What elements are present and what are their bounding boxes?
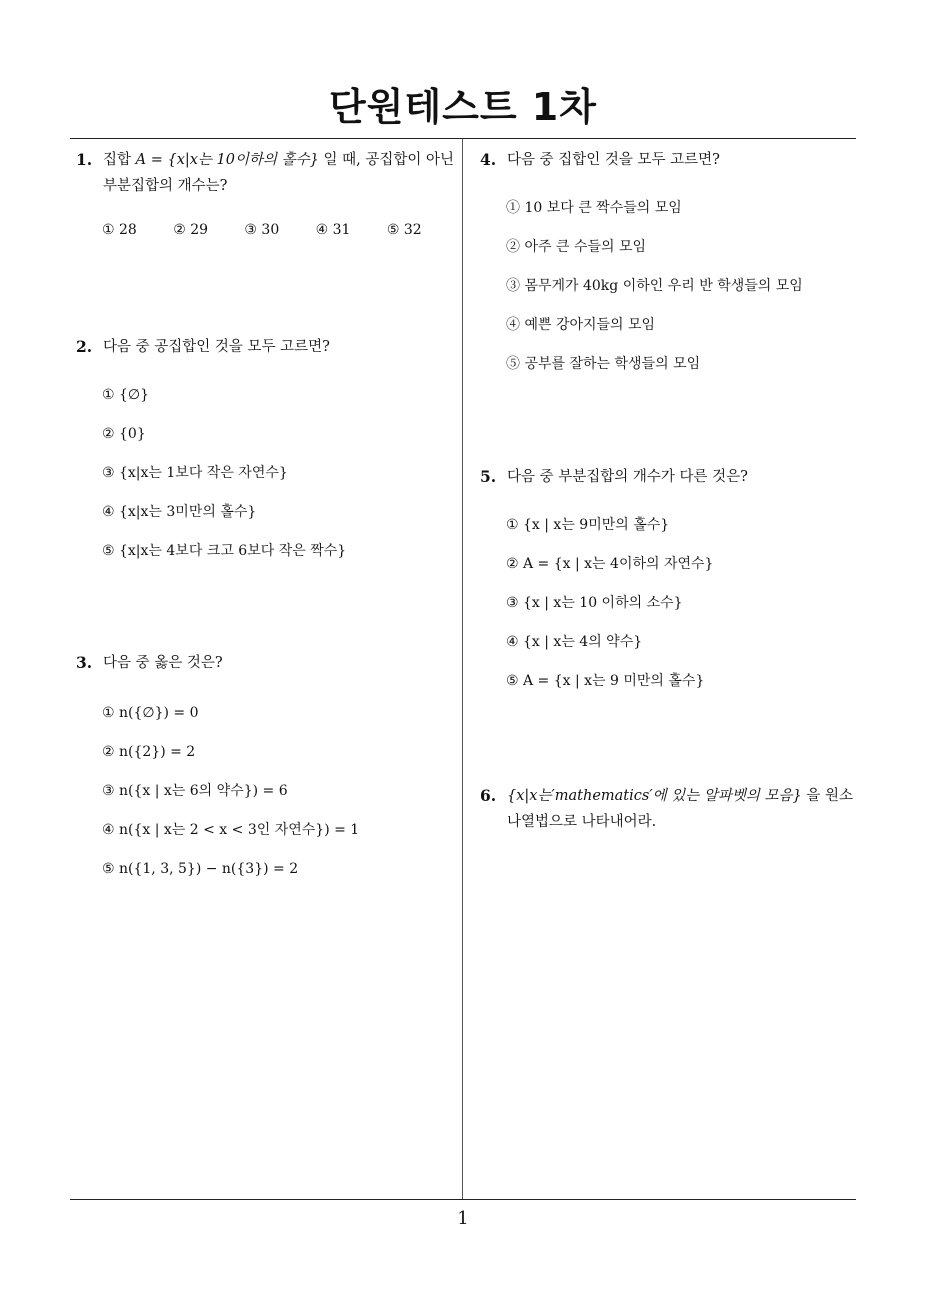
question-number: 5. [480,467,497,486]
answer-options [102,382,458,577]
option-5[interactable]: ⑤ {x|x는 4보다 크고 6보다 작은 짝수} [102,543,347,559]
question-4 [480,147,860,390]
stem-set-expression: {x|x는′mathematics′에 있는 알파벳의 모음} [507,788,802,804]
question-1 [76,147,458,243]
option-2[interactable]: ② A = {x | x는 4이하의 자연수} [506,556,714,572]
option-3[interactable]: ③ n({x | x는 6의 약수}) = 6 [102,783,288,799]
option-1[interactable]: ① 28 [102,222,137,238]
question-6 [480,783,860,835]
answer-options [506,195,860,390]
option-5[interactable]: ⑤ 32 [386,222,422,238]
option-1[interactable]: ① 10 보다 큰 짝수들의 모임 [506,200,682,216]
option-3[interactable]: ③ 몸무게가 40kg 이하인 우리 반 학생들의 모임 [506,278,803,294]
option-5[interactable]: ⑤ 공부를 잘하는 학생들의 모임 [506,356,701,372]
option-1[interactable]: ① {∅} [102,387,150,403]
question-number: 2. [76,337,93,356]
option-2[interactable]: ② {0} [102,426,146,442]
question-number: 4. [480,150,497,169]
question-3 [76,650,458,895]
answer-options [102,700,458,895]
page-number: 1 [457,1208,469,1229]
option-3[interactable]: ③ 30 [244,222,280,238]
top-rule [70,138,856,139]
page-title: 단원테스트 1차 [329,85,597,129]
option-5[interactable]: ⑤ n({1, 3, 5}) − n({3}) = 2 [102,861,299,877]
stem-text: 집합 [103,152,136,168]
option-4[interactable]: ④ {x|x는 3미만의 홀수} [102,504,257,520]
question-5 [480,464,860,707]
option-2[interactable]: ② 29 [173,222,209,238]
question-stem: 다음 중 부분집합의 개수가 다른 것은? [507,469,748,485]
question-stem [507,783,860,835]
option-1[interactable]: ① n({∅}) = 0 [102,705,199,721]
answer-options [102,217,458,243]
option-2[interactable]: ② n({2}) = 2 [102,744,196,760]
option-4[interactable]: ④ 예쁜 강아지들의 모임 [506,317,656,333]
option-4[interactable]: ④ {x | x는 4의 약수} [506,634,643,650]
question-stem: 다음 중 공집합인 것을 모두 고르면? [103,339,330,355]
question-number: 3. [76,653,93,672]
question-stem: 다음 중 집합인 것을 모두 고르면? [507,152,720,168]
option-5[interactable]: ⑤ A = {x | x는 9 미만의 홀수} [506,673,705,689]
question-2 [76,334,458,577]
stem-text: 을 원소나열법으로 나타내어라. [507,788,853,830]
question-number: 6. [480,786,497,805]
option-2[interactable]: ② 아주 큰 수들의 모임 [506,239,646,255]
bottom-rule [70,1199,856,1200]
question-number: 1. [76,150,93,169]
option-3[interactable]: ③ {x|x는 1보다 작은 자연수} [102,465,288,481]
column-divider [462,139,463,1199]
question-stem [103,147,458,199]
answer-options [506,512,860,707]
stem-set-expression: A = {x|x는 10이하의 홀수} [135,152,319,168]
stem-text: 일 때, 공집합이 아닌 부분집합의 개수는? [103,152,454,194]
option-4[interactable]: ④ n({x | x는 2 < x < 3인 자연수}) = 1 [102,822,360,838]
option-4[interactable]: ④ 31 [315,222,351,238]
question-stem: 다음 중 옳은 것은? [103,655,223,671]
option-1[interactable]: ① {x | x는 9미만의 홀수} [506,517,670,533]
option-3[interactable]: ③ {x | x는 10 이하의 소수} [506,595,683,611]
